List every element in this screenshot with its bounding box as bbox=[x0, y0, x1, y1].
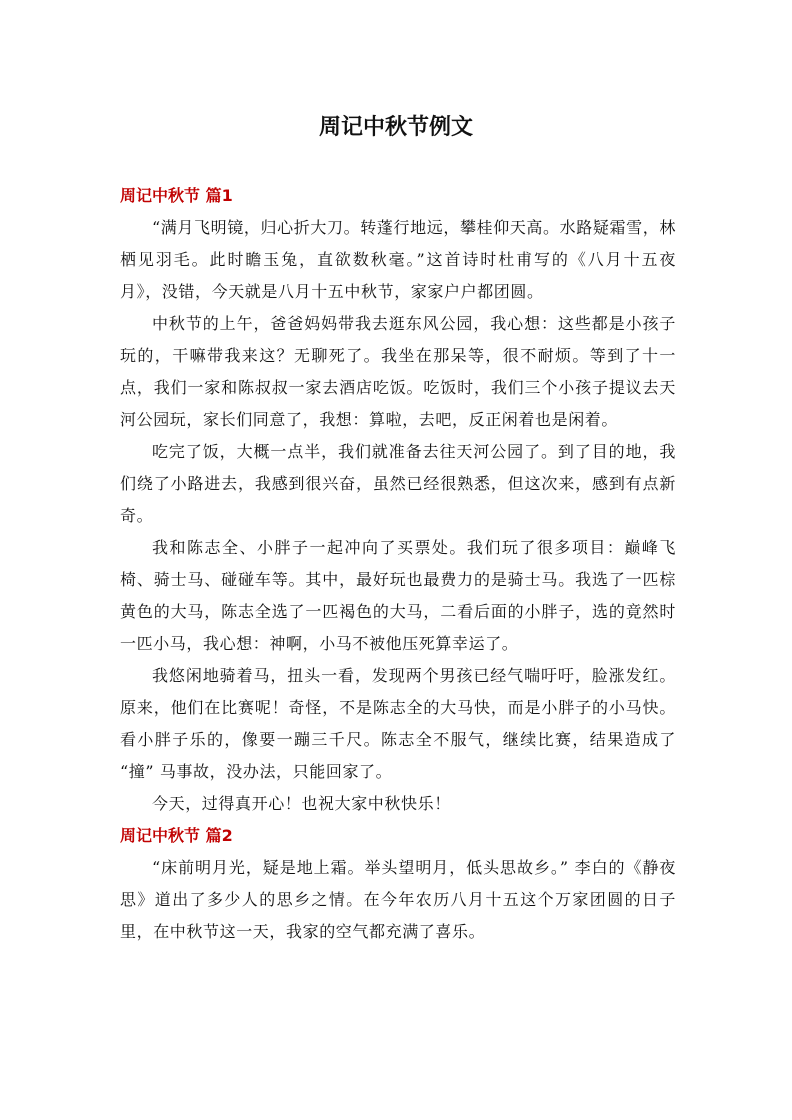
paragraph: “满月飞明镜，归心折大刀。转蓬行地远，攀桂仰天高。水路疑霜雪，林栖见羽毛。此时瞻玉兔，直欲数秋毫。”这首诗时杜甫写的《八月十五夜月》，没错，今天就是八月十五中秋节，家家户户都团圆。 bbox=[120, 218, 676, 301]
section-heading: 周记中秋节 篇2 bbox=[120, 826, 233, 845]
paragraph: “床前明月光，疑是地上霜。举头望明月，低头思故乡。” 李白的《静夜思》道出了多少人的思乡之情。在今年农历八月十五这个万家团圆的日子里，在中秋节这一天，我家的空气都充满了喜乐。 bbox=[120, 858, 676, 941]
paragraph: 我悠闲地骑着马，扭头一看，发现两个男孩已经气喘吁吁，脸涨发红。原来，他们在比赛呢！奇怪，不是陈志全的大马快，而是小胖子的小马快。看小胖子乐的，像要一蹦三千尺。陈志全不服气，继续比赛，结果造成了 “撞” 马事故，没办法，只能回家了。 bbox=[120, 666, 676, 781]
section-heading: 周记中秋节 篇1 bbox=[120, 186, 233, 205]
paragraph: 吃完了饭，大概一点半，我们就准备去往天河公园了。到了目的地，我们绕了小路进去，我感到很兴奋，虽然已经很熟悉，但这次来，感到有点新奇。 bbox=[120, 442, 676, 525]
paragraph: 我和陈志全、小胖子一起冲向了买票处。我们玩了很多项目：巅峰飞椅、骑士马、碰碰车等。其中，最好玩也最费力的是骑士马。我选了一匹棕黄色的大马，陈志全选了一匹褐色的大马，二看后面的小胖子，选的竟然时一匹小马，我心想：神啊，小马不被他压死算幸运了。 bbox=[120, 538, 676, 653]
paragraph: 中秋节的上午，爸爸妈妈带我去逛东风公园，我心想：这些都是小孩子玩的，干嘛带我来这？无聊死了。我坐在那呆等，很不耐烦。等到了十一点，我们一家和陈叔叔一家去酒店吃饭。吃饭时，我们三个小孩子提议去天河公园玩，家长们同意了，我想：算啦，去吧，反正闲着也是闲着。 bbox=[120, 314, 676, 429]
paragraph: 今天，过得真开心！也祝大家中秋快乐！ bbox=[152, 794, 451, 813]
page-title: 周记中秋节例文 bbox=[318, 115, 473, 140]
document-body bbox=[120, 180, 676, 948]
